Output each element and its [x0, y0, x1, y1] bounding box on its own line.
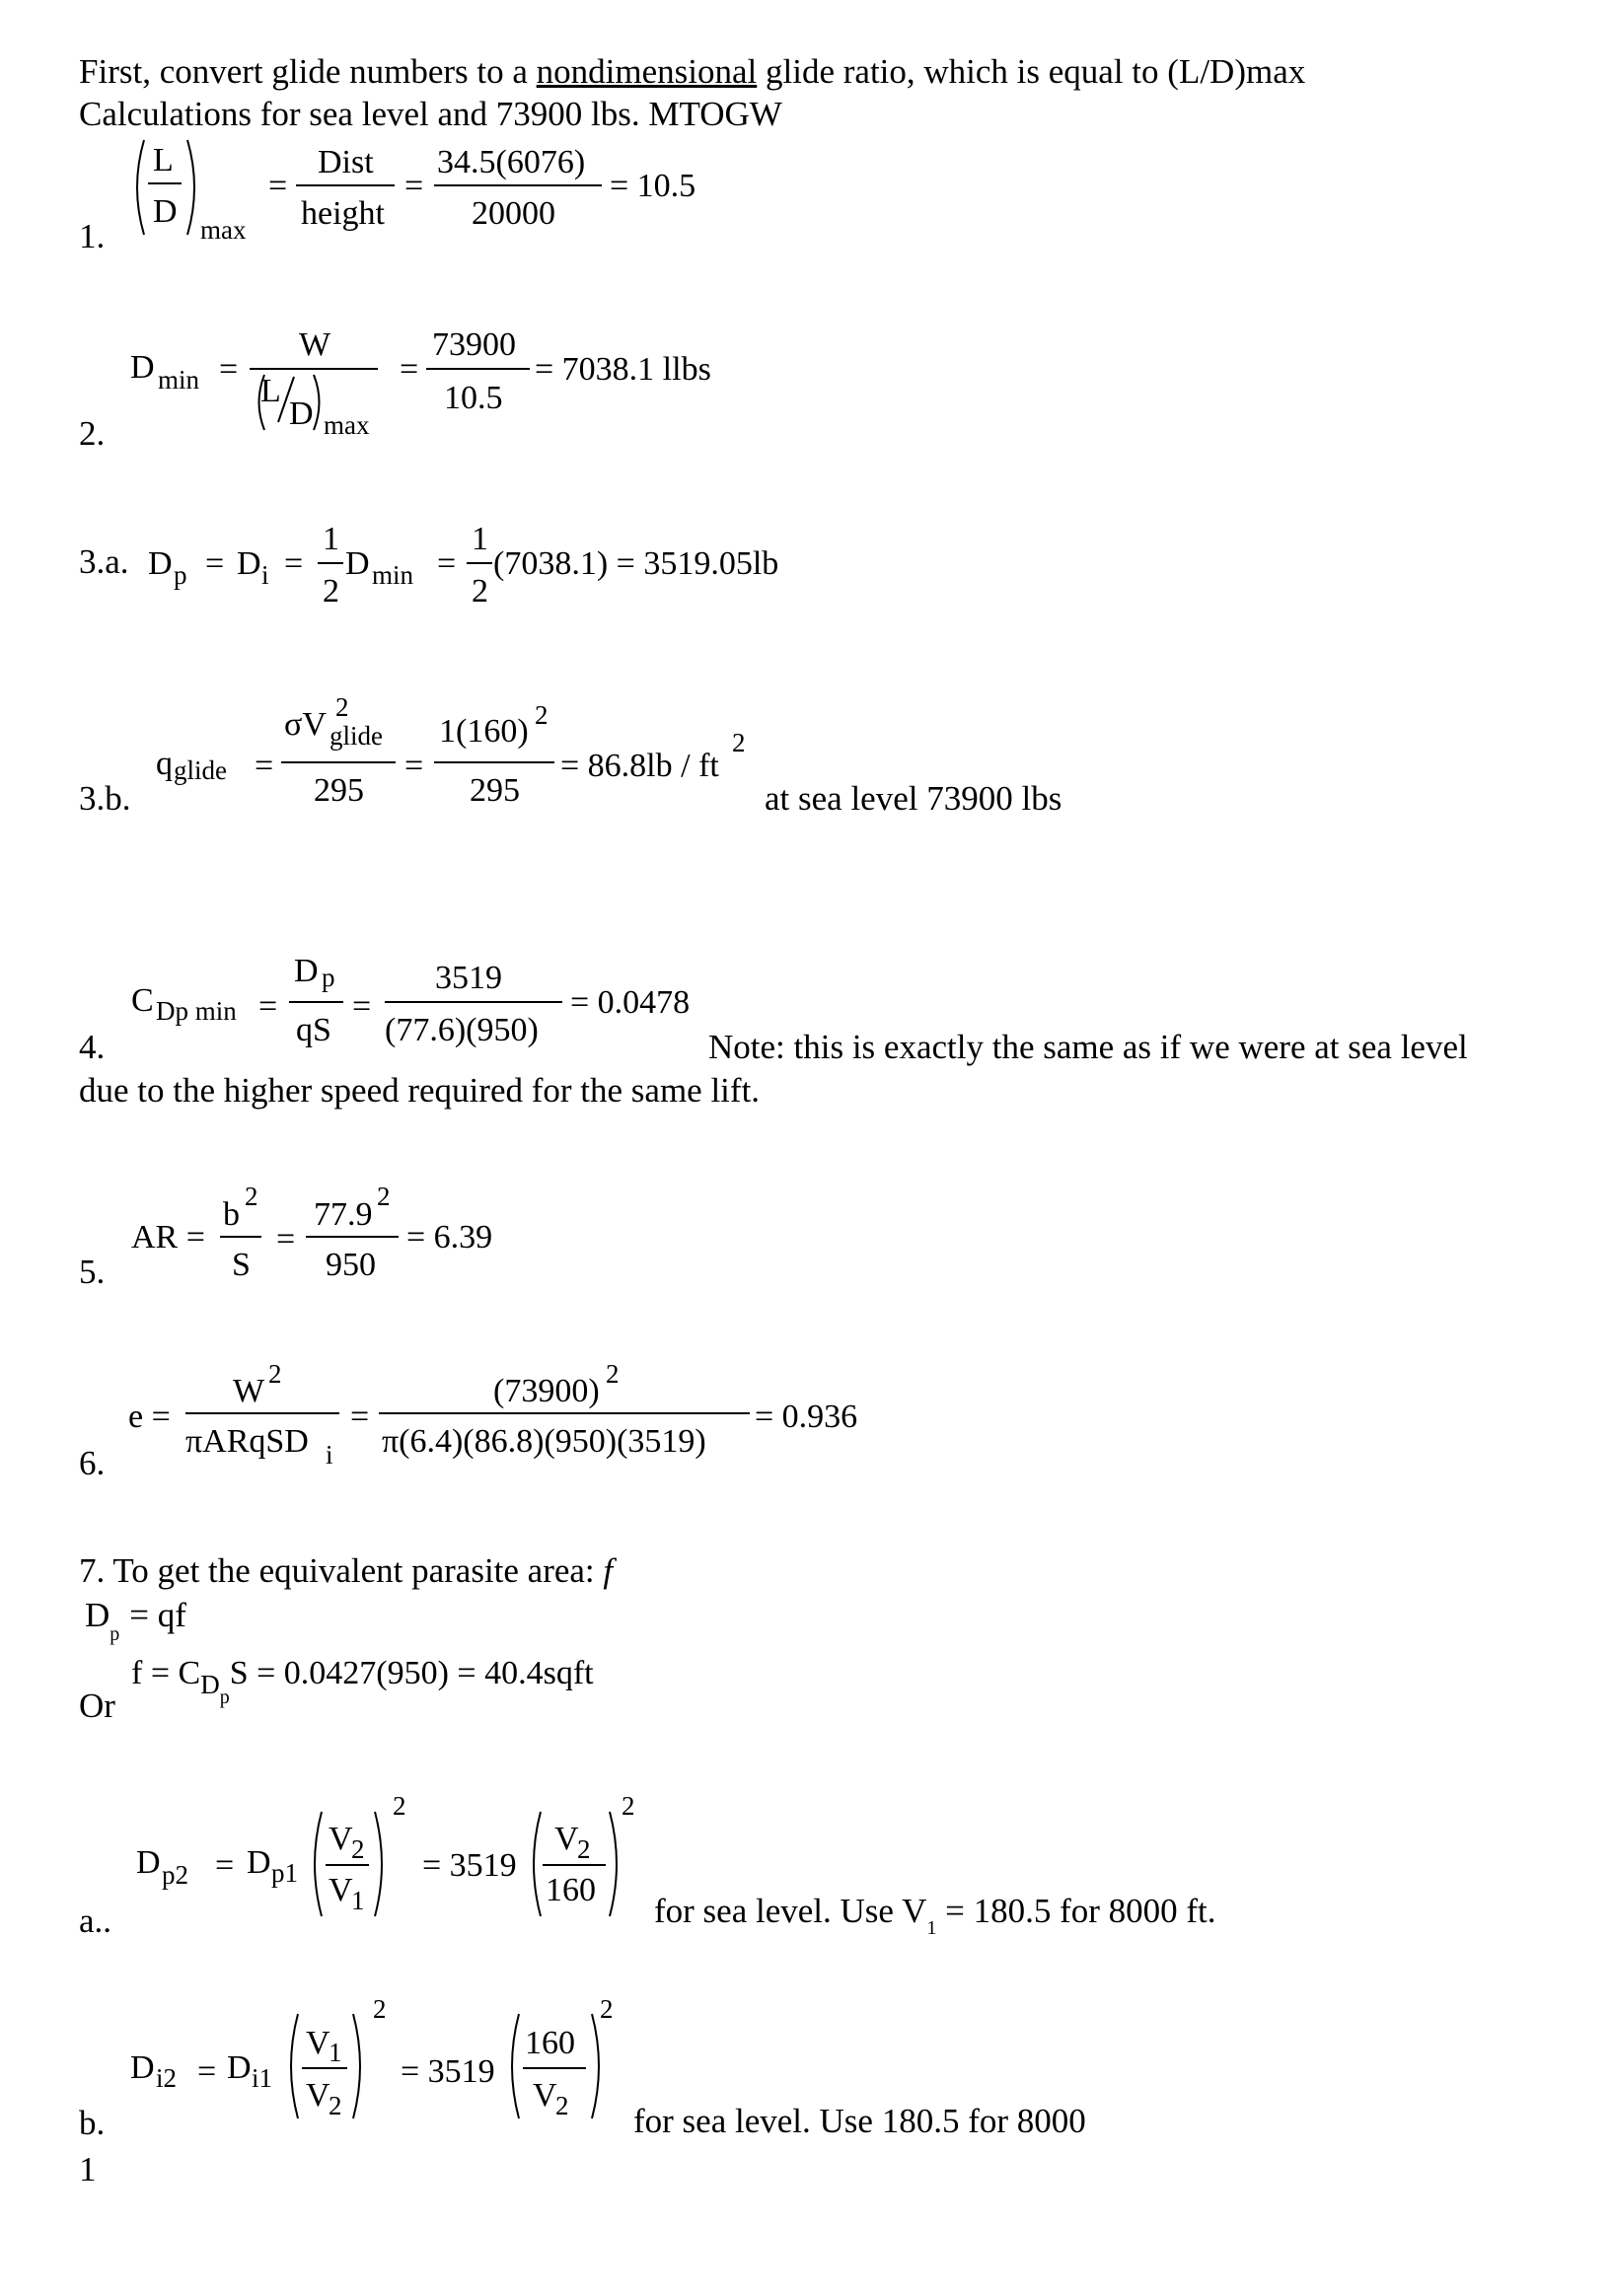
- eq3a-equals-c: =: [437, 545, 457, 582]
- eq7a-num-b: V: [554, 1821, 579, 1857]
- fraction-bar: [296, 184, 395, 186]
- eq1-D: D: [153, 193, 178, 230]
- eq6-den-a-sub: i: [326, 1440, 333, 1470]
- eq3a-one-a: 1: [323, 521, 339, 557]
- intro-line-2: Calculations for sea level and 73900 lbs. MTOGW: [79, 95, 782, 133]
- eq7b-den-b-sub: 2: [555, 2091, 569, 2120]
- eq3b-num-a-sub: glide: [330, 721, 383, 751]
- dp-sub: p: [110, 1623, 120, 1645]
- eq2-lhs: D: [130, 349, 155, 386]
- eq7b-note: for sea level. Use 180.5 for 8000: [633, 2102, 1086, 2140]
- eq6-equals-b: =: [350, 1399, 370, 1435]
- eq3a-one-b: 1: [472, 521, 488, 557]
- eq1-equals: =: [268, 168, 288, 204]
- eq4-den-b: (77.6)(950): [385, 1012, 539, 1048]
- eq7a-num-b-sub: 2: [577, 1834, 591, 1864]
- eq3a-dmin-sub: min: [372, 560, 414, 590]
- eq5-equals-b: =: [276, 1221, 296, 1257]
- fraction-bar: [148, 182, 182, 184]
- eq1-num-b: 34.5(6076): [437, 144, 586, 180]
- eq6-num-b-sup: 2: [606, 1359, 620, 1389]
- f-subsub: p: [219, 1686, 230, 1708]
- eq7a-note: [654, 1892, 1216, 1939]
- fraction-bar: [289, 1001, 343, 1003]
- eq6-num-b: (73900): [493, 1373, 600, 1409]
- left-paren-icon: [503, 2012, 523, 2120]
- eq7a-den-a: V: [329, 1872, 353, 1908]
- note-sub: 1: [926, 1917, 937, 1939]
- eq1-den-b: 20000: [472, 195, 555, 232]
- fraction-bar: [434, 761, 554, 763]
- eq7b-den-b: V: [533, 2077, 557, 2114]
- left-paren-icon: [282, 2012, 302, 2120]
- eq7b-lhs: D: [130, 2049, 155, 2086]
- eq4-c-sub: Dp min: [156, 996, 237, 1026]
- note-text: for sea level. Use V: [654, 1892, 927, 1930]
- eq7b-num-a: V: [306, 2025, 330, 2061]
- eq7a-num-a: V: [329, 1821, 353, 1857]
- intro-text: First, convert glide numbers to a: [79, 52, 537, 91]
- eq3b-result-sup: 2: [732, 728, 746, 757]
- eq3b-num-b: 1(160): [439, 713, 529, 750]
- eq7-heading: [79, 1553, 613, 1588]
- eq7a-rhs-sub: p1: [271, 1858, 298, 1888]
- page-number: 1: [79, 2150, 97, 2188]
- eq3a-equals-a: =: [205, 545, 225, 582]
- eq7-or: Or: [79, 1686, 115, 1725]
- eq7a-rhs: D: [247, 1844, 271, 1881]
- eq4-num-a: D: [294, 953, 319, 989]
- eq7b-pow-a: 2: [373, 1994, 387, 2024]
- eq7b-eq-b: = 3519: [401, 2053, 495, 2090]
- eq5-den-b: 950: [326, 1247, 376, 1283]
- eq3a-di-sub: i: [261, 560, 269, 590]
- eq2-num-a: W: [299, 326, 331, 363]
- eq7b-num-a-sub: 1: [329, 2038, 342, 2067]
- eq7b-den-a: V: [306, 2077, 330, 2114]
- eq7-f-line: [131, 1655, 594, 1708]
- eq7b-label: b.: [79, 2104, 106, 2142]
- eq6-num-a-sup: 2: [268, 1359, 282, 1389]
- eq1-L: L: [153, 142, 174, 179]
- fraction-bar: [467, 562, 492, 564]
- eq3b-num-a: σV: [284, 706, 327, 743]
- fraction-bar: [302, 2067, 347, 2069]
- eq1-num-a: Dist: [318, 144, 374, 180]
- eq6-label: 6.: [79, 1444, 106, 1482]
- eq4-note: Note: this is exactly the same as if we were at sea level: [708, 1028, 1468, 1066]
- eq7a-lhs-sub: p2: [162, 1860, 188, 1890]
- eq6-den-b: π(6.4)(86.8)(950)(3519): [382, 1423, 706, 1460]
- eq7b-rhs-sub: i1: [252, 2063, 273, 2093]
- eq1-equals-b: =: [404, 168, 424, 204]
- eq7a-eq-b: = 3519: [422, 1847, 517, 1884]
- eq3a-di: D: [237, 545, 261, 582]
- eq7b-num-b: 160: [525, 2025, 575, 2061]
- eq6-lhs: e =: [128, 1399, 171, 1435]
- right-paren-icon: [371, 1810, 391, 1918]
- eq2-label: 2.: [79, 414, 106, 453]
- fraction-bar: [426, 368, 530, 370]
- fraction-bar: [385, 1001, 562, 1003]
- eq3b-den-a: 295: [314, 772, 364, 809]
- dp-rhs: = qf: [129, 1596, 186, 1634]
- intro-text-end: glide ratio, which is equal to (L/D)max: [757, 52, 1306, 91]
- eq2-den-sub: max: [324, 410, 370, 440]
- eq2-den-b: 10.5: [444, 380, 503, 416]
- f-sub: D: [200, 1670, 220, 1699]
- eq2-equals: =: [219, 351, 239, 388]
- eq4-den-a: qS: [296, 1012, 331, 1048]
- fraction-bar: [434, 184, 602, 186]
- eq1-label: 1.: [79, 217, 106, 255]
- eq6-den-a: πARqSD: [185, 1423, 309, 1460]
- eq3b-label: 3.b.: [79, 779, 131, 818]
- eq3a-dp: D: [148, 545, 173, 582]
- eq7b-rhs: D: [227, 2049, 252, 2086]
- eq3b-note: at sea level 73900 lbs: [765, 779, 1062, 818]
- eq2-den-L: L: [260, 373, 281, 409]
- eq6-num-a: W: [233, 1373, 265, 1409]
- right-paren-icon: [588, 2012, 608, 2120]
- eq3a-label: 3.a.: [79, 542, 129, 581]
- eq7a-pow-b: 2: [622, 1791, 635, 1821]
- f-line-start: f = C: [131, 1655, 201, 1691]
- eq3a-result: (7038.1) = 3519.05lb: [493, 545, 779, 582]
- eq7b-lhs-sub: i2: [156, 2063, 178, 2093]
- eq4-equals-a: =: [258, 988, 278, 1025]
- right-paren-icon: [606, 1810, 625, 1918]
- eq7a-pow-a: 2: [393, 1791, 406, 1821]
- left-paren-icon: [306, 1810, 326, 1918]
- eq7a-label: a..: [79, 1901, 112, 1940]
- eq5-num-b-sup: 2: [377, 1182, 391, 1211]
- note-text-end: = 180.5 for 8000 ft.: [936, 1892, 1216, 1930]
- eq3b-q: q: [156, 746, 173, 782]
- eq3a-equals-b: =: [284, 545, 304, 582]
- eq3b-num-a-sup: 2: [335, 692, 349, 722]
- eq3a-dmin: D: [345, 545, 370, 582]
- fraction-bar: [306, 1236, 399, 1238]
- eq7b-equals: =: [197, 2053, 217, 2090]
- eq5-den-a: S: [232, 1247, 251, 1283]
- fraction-bar: [185, 1412, 339, 1414]
- eq6-result: = 0.936: [755, 1399, 858, 1435]
- right-paren-icon: [349, 2012, 369, 2120]
- eq5-num-a: b: [223, 1196, 240, 1233]
- eq7a-lhs: D: [136, 1844, 161, 1881]
- eq5-num-a-sup: 2: [245, 1182, 258, 1211]
- fraction-bar: [318, 562, 343, 564]
- eq4-num-a-sub: p: [322, 963, 335, 992]
- eq4-note-2: due to the higher speed required for the same lift.: [79, 1071, 761, 1110]
- underlined-word: nondimensional: [536, 52, 758, 91]
- eq3b-num-b-sup: 2: [535, 700, 549, 730]
- dp-symbol: D: [85, 1596, 110, 1634]
- eq3b-equals-b: =: [404, 748, 424, 784]
- eq7a-den-b: 160: [546, 1872, 596, 1908]
- intro-line-1: [79, 54, 1305, 89]
- eq7b-pow-b: 2: [600, 1994, 614, 2024]
- eq1-result: = 10.5: [610, 168, 696, 204]
- eq3b-result: = 86.8lb / ft: [560, 748, 719, 784]
- eq3a-dp-sub: p: [174, 560, 187, 590]
- eq2-lhs-sub: min: [158, 365, 200, 395]
- eq7-dp: [85, 1596, 186, 1645]
- eq5-label: 5.: [79, 1253, 106, 1291]
- f-line-rest: S = 0.0427(950) = 40.4sqft: [229, 1655, 594, 1691]
- eq2-num-b: 73900: [432, 326, 516, 363]
- fraction-bar: [326, 1864, 369, 1866]
- eq4-label: 4.: [79, 1028, 106, 1066]
- eq5-result: = 6.39: [406, 1219, 493, 1256]
- eq4-equals-b: =: [352, 988, 372, 1025]
- heading-variable: f: [603, 1551, 614, 1590]
- eq5-lhs: AR =: [131, 1219, 205, 1256]
- eq1-den-a: height: [301, 195, 385, 232]
- eq2-den-D: D: [289, 395, 314, 432]
- eq3b-equals-a: =: [255, 748, 274, 784]
- eq7b-den-a-sub: 2: [329, 2091, 342, 2120]
- eq2-result: = 7038.1 llbs: [535, 351, 711, 388]
- eq3b-den-b: 295: [470, 772, 520, 809]
- eq3a-two-b: 2: [472, 573, 488, 610]
- eq4-num-b: 3519: [435, 960, 502, 996]
- eq5-num-b: 77.9: [314, 1196, 373, 1233]
- fraction-bar: [523, 2067, 586, 2069]
- eq1-sub: max: [200, 215, 247, 245]
- fraction-bar: [543, 1864, 606, 1866]
- eq4-result: = 0.0478: [570, 984, 691, 1021]
- fraction-bar: [379, 1412, 750, 1414]
- left-paren-icon: [128, 138, 148, 237]
- heading-text: 7. To get the equivalent parasite area:: [79, 1551, 604, 1590]
- eq7a-num-a-sub: 2: [351, 1834, 365, 1864]
- eq7a-equals: =: [215, 1847, 235, 1884]
- fraction-bar: [250, 368, 378, 370]
- left-paren-icon: [525, 1810, 545, 1918]
- eq4-c: C: [131, 982, 154, 1019]
- eq7a-den-a-sub: 1: [351, 1886, 365, 1915]
- fraction-bar: [220, 1236, 261, 1238]
- eq2-equals-b: =: [400, 351, 419, 388]
- eq3a-two-a: 2: [323, 573, 339, 610]
- eq3b-q-sub: glide: [174, 755, 227, 785]
- fraction-bar: [281, 761, 396, 763]
